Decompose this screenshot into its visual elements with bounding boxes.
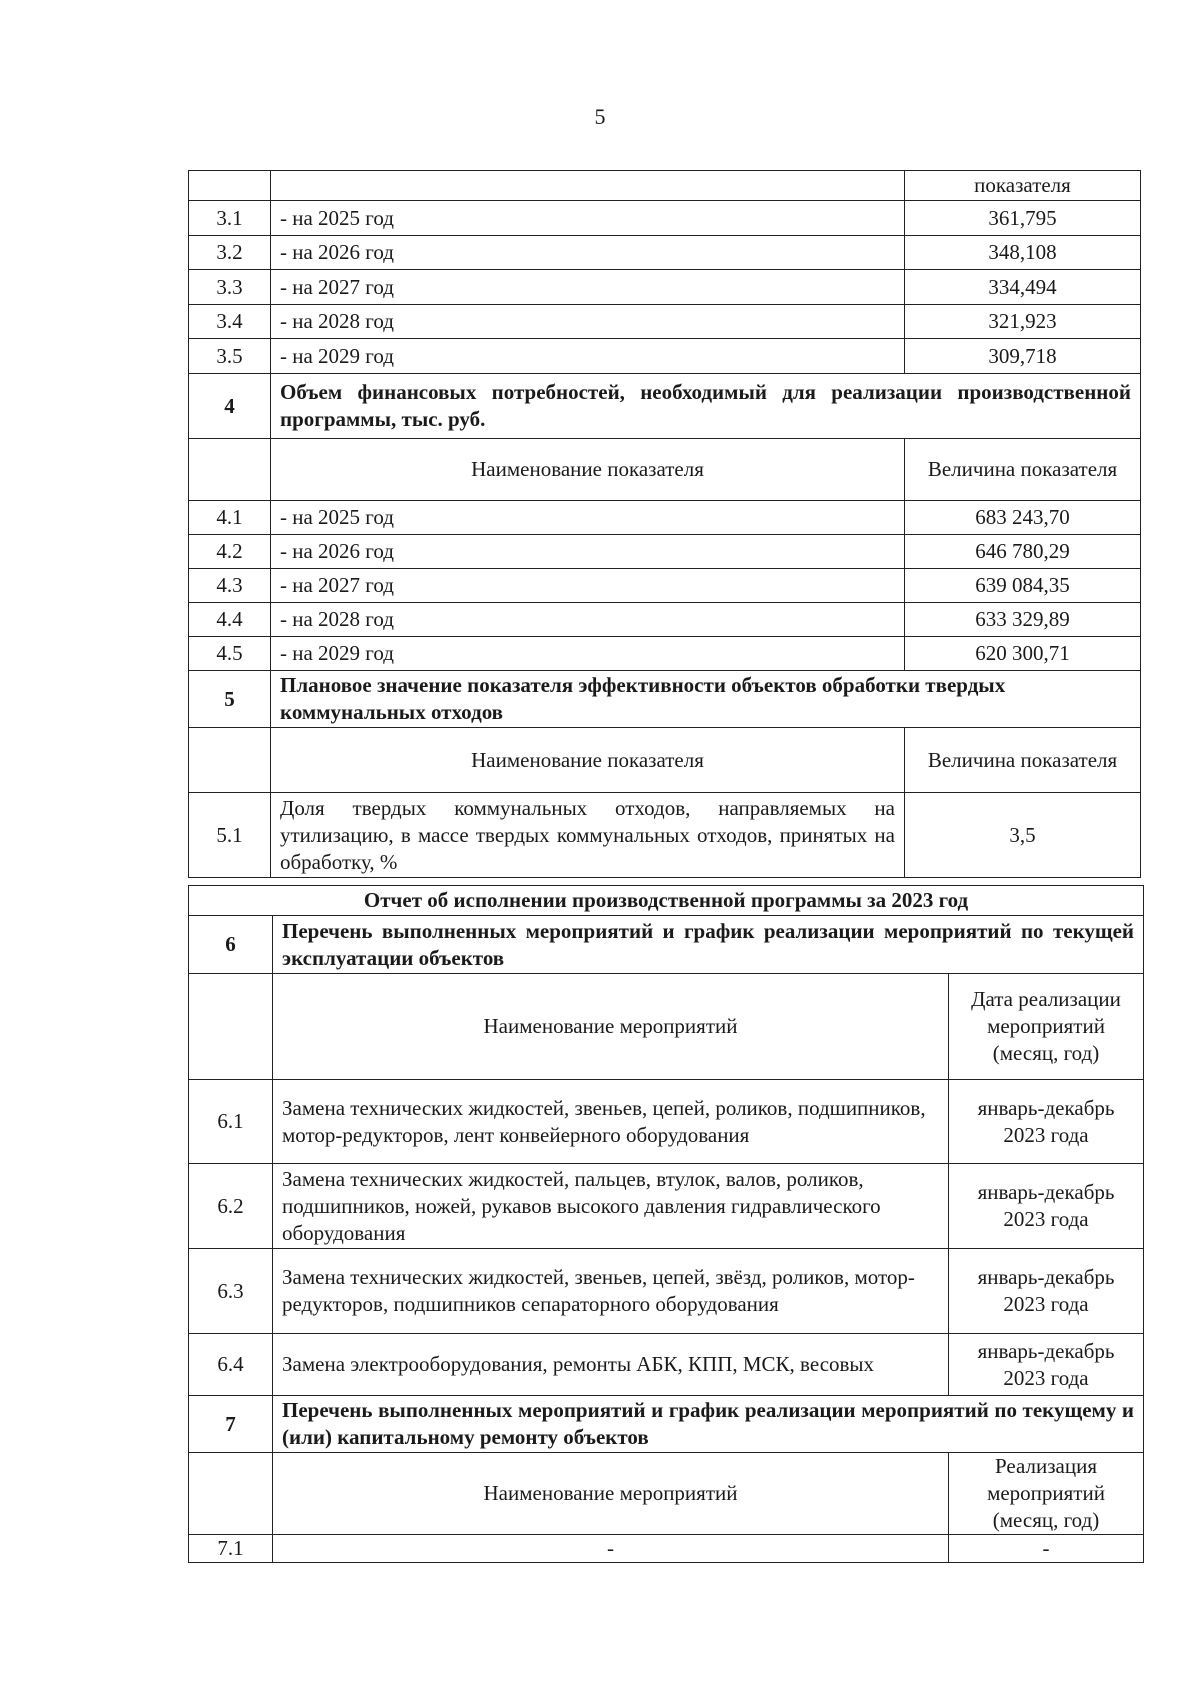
name-column-header: Наименование показателя [271,439,905,501]
table-row: 3.3 - на 2027 год 334,494 [189,270,1141,305]
section-heading-row [189,1396,1144,1453]
table-row: 3.2 - на 2026 год 348,108 [189,236,1141,270]
table-row: 4.1 - на 2025 год 683 243,70 [189,501,1141,535]
report-heading-row [189,886,1144,916]
section-title: Объем финансовых потребностей, необходимый для реализации производственной программы, тыс. руб. [271,374,1141,439]
table-row: 4.3 - на 2027 год 639 084,35 [189,569,1141,603]
section-heading-row [189,671,1141,728]
report-table [188,885,1144,1563]
table-row: 6.1 Замена технических жидкостей, звеньев, цепей, роликов, подшипников, мотор-редукторов, лент конвейерного оборудования январь-декабрь 2023 года [189,1080,1144,1164]
indicators-table [188,170,1141,878]
table-row: 5.1 Доля твердых коммунальных отходов, направляемых на утилизацию, в массе твердых коммунальных отходов, принятых на обработку, % 3,5 [189,793,1141,878]
section-number: 5 [189,671,271,728]
name-column-header: Наименование мероприятий [273,1453,949,1535]
table-row: 6.3 Замена технических жидкостей, звеньев, цепей, звёзд, роликов, мотор-редукторов, подшипников сепараторного оборудования январь-декабрь 2023 года [189,1249,1144,1334]
section-number: 6 [189,916,273,974]
report-heading: Отчет об исполнении производственной программы за 2023 год [189,886,1144,916]
section-heading-row [189,916,1144,974]
table-row: 6.4 Замена электрооборудования, ремонты АБК, КПП, МСК, весовых январь-декабрь 2023 года [189,1334,1144,1396]
value-column-header: Величина показателя [905,439,1141,501]
table-row: 4.5 - на 2029 год 620 300,71 [189,637,1141,671]
name-column-header: Наименование показателя [271,728,905,793]
table-row: 3.1 - на 2025 год 361,795 [189,201,1141,236]
section-title: Плановое значение показателя эффективности объектов обработки твердых коммунальных отходов [271,671,1141,728]
table-row: 3.4 - на 2028 год 321,923 [189,305,1141,339]
value-column-header: Величина показателя [905,728,1141,793]
section-number: 4 [189,374,271,439]
table-row: 3.5 - на 2029 год 309,718 [189,339,1141,374]
table-row: 7.1 - - [189,1535,1144,1563]
date-column-header: Дата реализации мероприятий (месяц, год) [949,974,1144,1080]
page-number: 5 [594,104,606,129]
table-row: 4.2 - на 2026 год 646 780,29 [189,535,1141,569]
section-heading-row [189,374,1141,439]
column-header-row [189,1453,1144,1535]
section-title: Перечень выполненных мероприятий и график реализации мероприятий по текущей эксплуатации объектов [273,916,1144,974]
table-row: 6.2 Замена технических жидкостей, пальцев, втулок, валов, роликов, подшипников, ножей, рукавов высокого давления гидравлического оборудования январь-декабрь 2023 года [189,1164,1144,1249]
value-column-header: показателя [905,171,1141,201]
column-header-row [189,728,1141,793]
table-row: 4.4 - на 2028 год 633 329,89 [189,603,1141,637]
column-header-row [189,439,1141,501]
date-column-header: Реализация мероприятий (месяц, год) [949,1453,1144,1535]
column-header-row [189,974,1144,1080]
section-number: 7 [189,1396,273,1453]
section-title: Перечень выполненных мероприятий и график реализации мероприятий по текущему и (или) капитальному ремонту объектов [273,1396,1144,1453]
name-column-header: Наименование мероприятий [273,974,949,1080]
table-row [189,171,1141,201]
